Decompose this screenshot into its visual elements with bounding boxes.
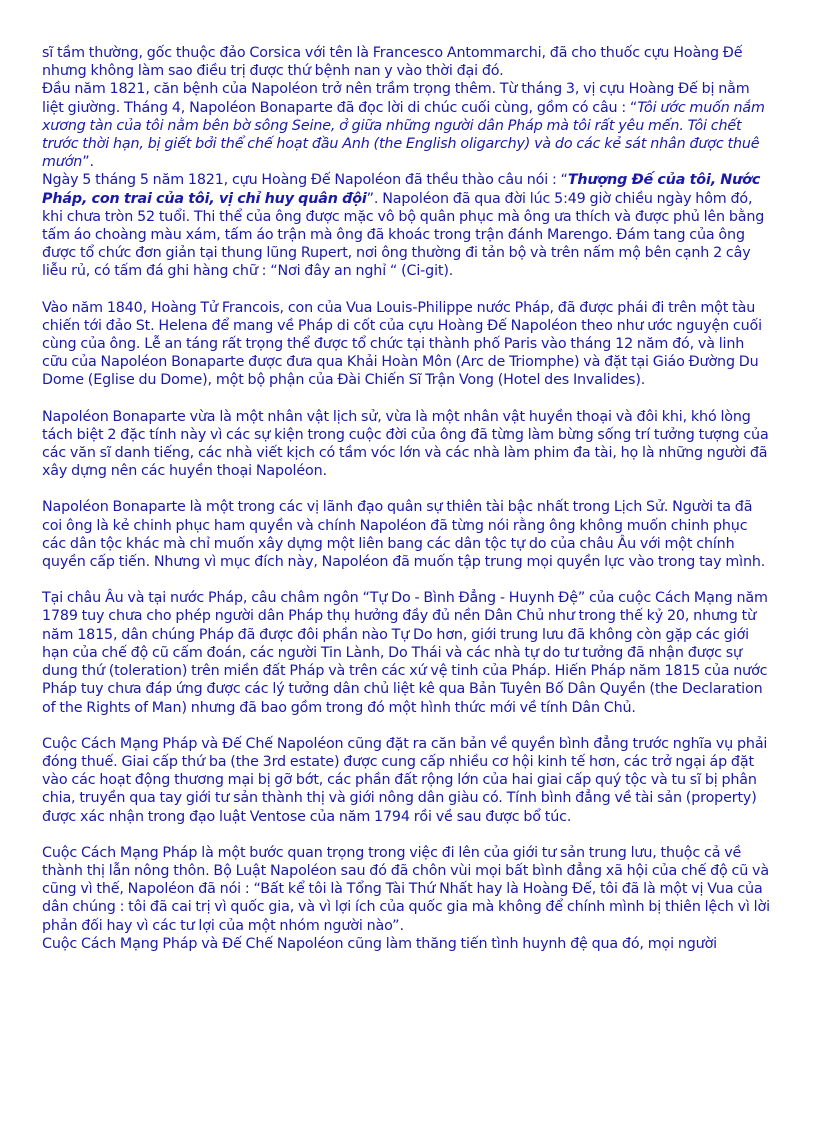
paragraph-physician: sĩ tầm thường, gốc thuộc đảo Corsica với tên là Francesco Antommarchi, đã cho thuốc cựu Hoàng Đế nhưng không làm sao điều trị được thứ bệnh nan y vào thời đại đó. xyxy=(42,45,743,80)
testament-quote: Tôi ước muốn nắm xương tàn của tôi nằm bên bờ sông Seine, ở giữa những người dân Pháp mà tôi rất yêu mến. Tôi chết trước thời hạn, bị giết bởi thể chế hoạt đầu Anh (the English oligarchy) và do các kẻ sát nhân được thuê mướn xyxy=(42,99,765,171)
paragraph-bourgeoisie: Cuộc Cách Mạng Pháp là một bước quan trọng trong việc đi lên của giới tư sản trung lưu, thuộc cả về thành thị lẫn nông thôn. Bộ Luật Napoléon sau đó đã chôn vùi mọi bất bình đẳng xã hội của chế độ cũ và cũng vì thế, Napoléon đã nói : “Bất kể tôi là Tổng Tài Thứ Nhất hay là Hoàng Đế, tôi đã là một vị Vua của dân chúng : tôi đã cai trị vì quốc gia, và vì lợi ích của quốc gia mà không để chính mình bị thiên lệch vì lời phản đối hay vì các tư lợi của một nhóm người nào”. xyxy=(42,844,770,934)
paragraph-military-leader: Napoléon Bonaparte là một trong các vị lãnh đạo quân sự thiên tài bậc nhất trong Lịch Sử. Người ta đã coi ông là kẻ chinh phục ham quyền và chính Napoléon đã từng nói rằng ông không muốn chinh phục các dân tộc khác mà chỉ muốn xây dựng một liên bang các dân tộc tự do của châu Âu với một chính quyền cấp tiến. Nhưng vì mục đích này, Napoléon đã muốn tập trung mọi quyền lực vào trong tay mình. xyxy=(42,499,766,571)
testament-tail: ”. xyxy=(82,154,94,171)
paragraph-fraternity: Cuộc Cách Mạng Pháp và Đế Chế Napoléon cũng làm thăng tiến tình huynh đệ qua đó, mọi người xyxy=(42,935,717,952)
paragraph-liberty: Tại châu Âu và tại nước Pháp, câu châm ngôn “Tự Do - Bình Đẳng - Huynh Đệ” của cuộc Cách Mạng năm 1789 tuy chưa cho phép người dân Pháp thụ hưởng đầy đủ nền Dân Chủ như trong thế kỷ 20, nhưng từ năm 1815, dân chúng Pháp đã được đôi phần nào Tự Do hơn, giới trung lưu đã không còn gặp các giới hạn của chế độ cũ cấm đoán, các người Tin Lành, Do Thái và các nhà tự do tư tưởng đã nhận được sự dung thứ (toleration) trên miền đất Pháp và trên các xứ vệ tinh của Pháp. Hiến Pháp năm 1815 của nước Pháp tuy chưa đáp ứng được các lý tưởng dân chủ liệt kê qua Bản Tuyên Bố Dân Quyền (the Declaration of the Rights of Man) nhưng đã bao gồm trong đó một hình thức mới về tính Dân Chủ. xyxy=(42,590,768,716)
document-page xyxy=(42,44,770,953)
testament-lead: Đầu năm 1821, căn bệnh của Napoléon trở nên trầm trọng thêm. Từ tháng 3, vị cựu Hoàng Đế bị nằm liệt giường. Tháng 4, Napoléon Bonaparte đã đọc lời di chúc cuối cùng, gồm có câu : “ xyxy=(42,81,750,116)
paragraph-death xyxy=(42,171,770,280)
paragraph-equality: Cuộc Cách Mạng Pháp và Đế Chế Napoléon cũng đặt ra căn bản về quyền bình đẳng trước nghĩa vụ phải đóng thuế. Giai cấp thứ ba (the 3rd estate) được cung cấp nhiều cơ hội kinh tế hơn, các trở ngại áp đặt vào các hoạt động thương mại bị gỡ bớt, các phần đất rộng lớn của hai giai cấp quý tộc và tu sĩ bị phân chia, truyền qua tay giới tư sản thành thị và giới nông dân giàu có. Tính bình đẳng về tài sản (property) được xác nhận trong đạo luật Ventose của năm 1794 rồi về sau được bổ túc. xyxy=(42,735,768,825)
last-words-quote: Thượng Đế của tôi, Nước Pháp, con trai của tôi, vị chỉ huy quân đội xyxy=(42,172,761,207)
death-lead: Ngày 5 tháng 5 năm 1821, cựu Hoàng Đế Napoléon đã thều thào câu nói : “ xyxy=(42,172,568,189)
paragraph-illness-testament xyxy=(42,80,770,171)
paragraph-legend: Napoléon Bonaparte vừa là một nhân vật lịch sử, vừa là một nhân vật huyền thoại và đôi khi, khó lòng tách biệt 2 đặc tính này vì các sự kiện trong cuộc đời của ông đã từng làm bừng sống trí tưởng tượng của các văn sĩ danh tiếng, các nhà viết kịch có tầm vóc lớn và các nhà làm phim đa tài, họ là những người đã xây dựng nên các huyền thoại Napoléon. xyxy=(42,408,769,480)
death-tail: ”. Napoléon đã qua đời lúc 5:49 giờ chiều ngày hôm đó, khi chưa tròn 52 tuổi. Thi thể của ông được mặc vô bộ quân phục mà ông ưa thích và được phủ lên bằng tấm áo choàng màu xám, tấm áo trận mà ông đã khoác trong trận đánh Marengo. Đám tang của ông được tổ chức đơn giản tại thung lũng Rupert, nơi ông thường đi tản bộ và trên nấm mộ bên cạnh 2 cây liễu rủ, có tấm đá ghi hàng chữ : “Nơi đây an nghỉ “ (Ci-git). xyxy=(42,190,765,280)
paragraph-return-of-remains: Vào năm 1840, Hoàng Tử Francois, con của Vua Louis-Philippe nước Pháp, đã được phái đi trên một tàu chiến tới đảo St. Helena để mang về Pháp di cốt của cựu Hoàng Đế Napoléon theo như ước nguyện cuối cùng của ông. Lễ an táng rất trọng thể được tổ chức tại thành phố Paris vào tháng 12 năm đó, và linh cữu của Napoléon Bonaparte được đưa qua Khải Hoàn Môn (Arc de Triomphe) và đặt tại Giáo Đường Du Dome (Eglise du Dome), một bộ phận của Đài Chiến Sĩ Trận Vong (Hotel des Invalides). xyxy=(42,299,762,389)
